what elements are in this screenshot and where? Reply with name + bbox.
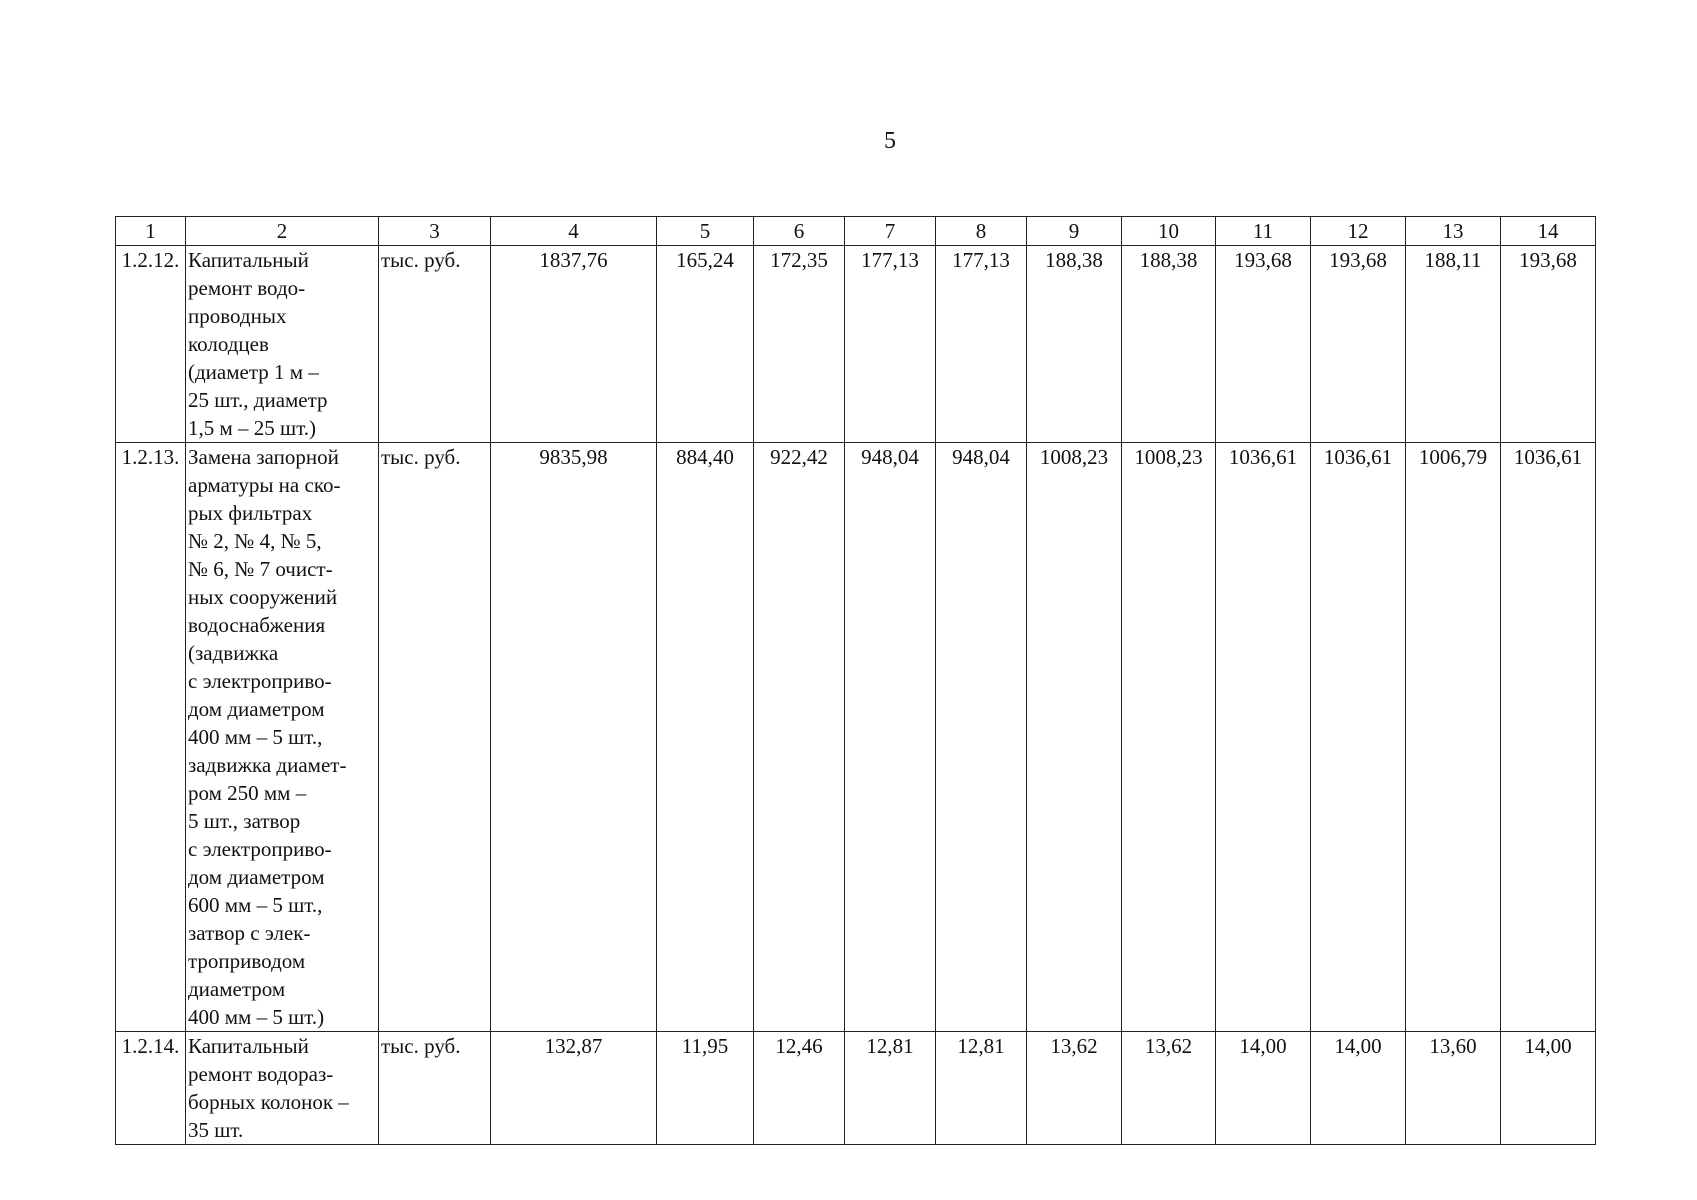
value-cell: 188,38 xyxy=(1027,246,1122,443)
description-line: 25 шт., диаметр xyxy=(188,388,328,412)
column-header-5: 5 xyxy=(657,217,754,246)
value-cell: 884,40 xyxy=(657,443,754,1032)
description-line: диаметром xyxy=(188,977,286,1001)
column-header-1: 1 xyxy=(116,217,186,246)
description-line: колодцев xyxy=(188,332,269,356)
column-header-2: 2 xyxy=(186,217,379,246)
column-header-6: 6 xyxy=(754,217,845,246)
description-line: с электроприво- xyxy=(188,669,332,693)
value-cell: 177,13 xyxy=(845,246,936,443)
value-cell: 14,00 xyxy=(1216,1032,1311,1145)
value-cell: 172,35 xyxy=(754,246,845,443)
description-line: 400 мм – 5 шт., xyxy=(188,725,323,749)
table-row xyxy=(116,1032,1596,1145)
value-cell: 132,87 xyxy=(491,1032,657,1145)
description-line: 400 мм – 5 шт.) xyxy=(188,1005,325,1029)
description-line: (задвижка xyxy=(188,641,279,665)
description-line: ных сооружений xyxy=(188,585,338,609)
value-cell: 165,24 xyxy=(657,246,754,443)
value-cell: 193,68 xyxy=(1311,246,1406,443)
value-cell: 1036,61 xyxy=(1216,443,1311,1032)
description-line: дом диаметром xyxy=(188,865,325,889)
description-line: 5 шт., затвор xyxy=(188,809,301,833)
value-cell: 188,38 xyxy=(1122,246,1216,443)
value-cell: 1006,79 xyxy=(1406,443,1501,1032)
column-header-9: 9 xyxy=(1027,217,1122,246)
column-header-7: 7 xyxy=(845,217,936,246)
description-line: 35 шт. xyxy=(188,1118,244,1142)
page-number: 5 xyxy=(884,128,896,154)
description-line: № 2, № 4, № 5, xyxy=(188,529,322,553)
column-header-8: 8 xyxy=(936,217,1027,246)
item-description xyxy=(186,1032,379,1145)
column-header-14: 14 xyxy=(1501,217,1596,246)
value-cell: 922,42 xyxy=(754,443,845,1032)
value-cell: 948,04 xyxy=(845,443,936,1032)
header-row xyxy=(116,217,1596,246)
value-cell: 9835,98 xyxy=(491,443,657,1032)
value-cell: 1008,23 xyxy=(1027,443,1122,1032)
value-cell: 188,11 xyxy=(1406,246,1501,443)
value-cell: 13,60 xyxy=(1406,1032,1501,1145)
description-line: арматуры на ско- xyxy=(188,473,341,497)
value-cell: 177,13 xyxy=(936,246,1027,443)
description-line: с электроприво- xyxy=(188,837,332,861)
description-line: Замена запорной xyxy=(188,445,339,469)
column-header-11: 11 xyxy=(1216,217,1311,246)
value-cell: 11,95 xyxy=(657,1032,754,1145)
value-cell: 1036,61 xyxy=(1501,443,1596,1032)
unit-cell: тыс. руб. xyxy=(379,246,491,443)
value-cell: 948,04 xyxy=(936,443,1027,1032)
description-line: задвижка диамет- xyxy=(188,753,347,777)
value-cell: 193,68 xyxy=(1501,246,1596,443)
table-header xyxy=(116,217,1596,246)
item-number: 1.2.14. xyxy=(116,1032,186,1145)
unit-cell: тыс. руб. xyxy=(379,1032,491,1145)
table-body xyxy=(116,246,1596,1145)
value-cell: 14,00 xyxy=(1311,1032,1406,1145)
data-table xyxy=(115,216,1596,1145)
value-cell: 14,00 xyxy=(1501,1032,1596,1145)
item-description xyxy=(186,246,379,443)
value-cell: 193,68 xyxy=(1216,246,1311,443)
unit-cell: тыс. руб. xyxy=(379,443,491,1032)
value-cell: 1036,61 xyxy=(1311,443,1406,1032)
value-cell: 13,62 xyxy=(1122,1032,1216,1145)
description-line: троприводом xyxy=(188,949,306,973)
description-line: борных колонок – xyxy=(188,1090,349,1114)
description-line: затвор с элек- xyxy=(188,921,311,945)
value-cell: 1008,23 xyxy=(1122,443,1216,1032)
description-line: водоснабжения xyxy=(188,613,326,637)
table-row xyxy=(116,443,1596,1032)
description-line: проводных xyxy=(188,304,287,328)
item-description xyxy=(186,443,379,1032)
description-line: 1,5 м – 25 шт.) xyxy=(188,416,317,440)
description-line: 600 мм – 5 шт., xyxy=(188,893,323,917)
column-header-3: 3 xyxy=(379,217,491,246)
table-row xyxy=(116,246,1596,443)
value-cell: 12,81 xyxy=(845,1032,936,1145)
description-line: Капитальный xyxy=(188,1034,309,1058)
description-line: дом диаметром xyxy=(188,697,325,721)
column-header-13: 13 xyxy=(1406,217,1501,246)
item-number: 1.2.13. xyxy=(116,443,186,1032)
description-line: (диаметр 1 м – xyxy=(188,360,319,384)
column-header-4: 4 xyxy=(491,217,657,246)
value-cell: 13,62 xyxy=(1027,1032,1122,1145)
description-line: рых фильтрах xyxy=(188,501,313,525)
description-line: № 6, № 7 очист- xyxy=(188,557,333,581)
value-cell: 1837,76 xyxy=(491,246,657,443)
item-number: 1.2.12. xyxy=(116,246,186,443)
description-line: ремонт водо- xyxy=(188,276,306,300)
column-header-12: 12 xyxy=(1311,217,1406,246)
value-cell: 12,46 xyxy=(754,1032,845,1145)
column-header-10: 10 xyxy=(1122,217,1216,246)
description-line: ром 250 мм – xyxy=(188,781,307,805)
value-cell: 12,81 xyxy=(936,1032,1027,1145)
description-line: Капитальный xyxy=(188,248,309,272)
description-line: ремонт водораз- xyxy=(188,1062,334,1086)
